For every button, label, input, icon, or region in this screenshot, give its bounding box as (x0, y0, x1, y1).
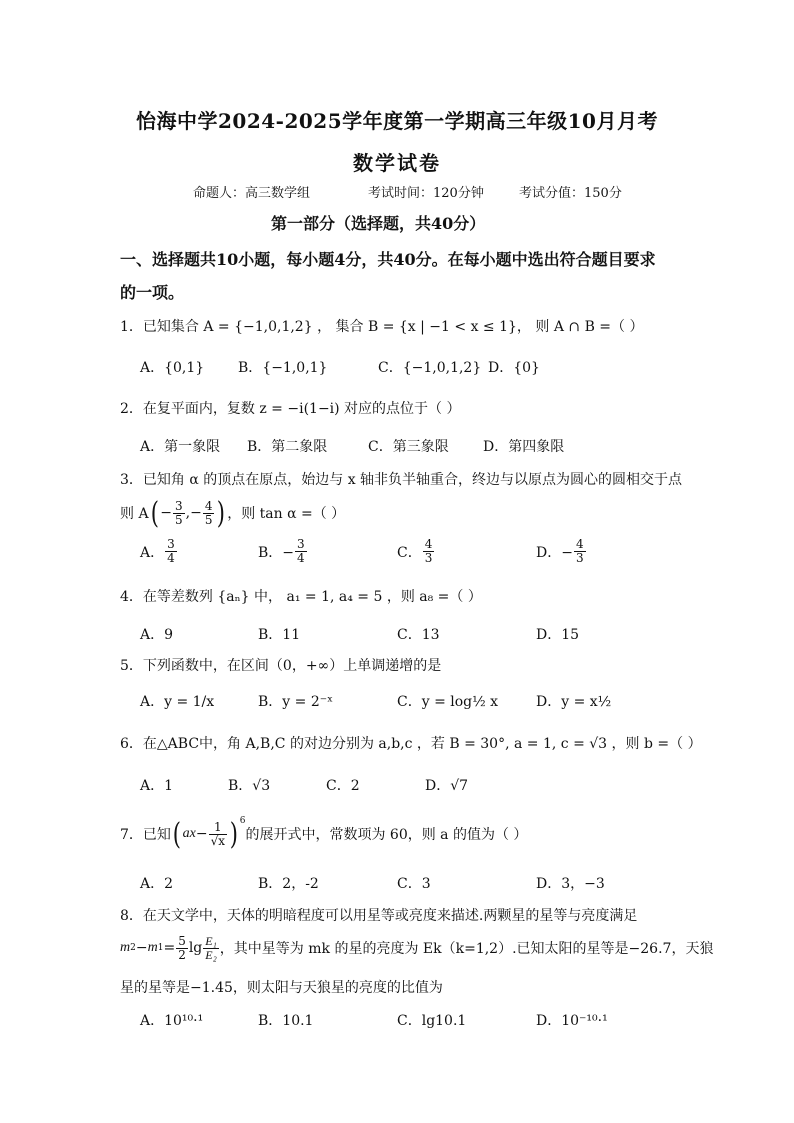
question-5-option-b: B．y = 2⁻ˣ (258, 694, 334, 710)
instruction-line2: 的一项。 (120, 283, 185, 302)
question-3-stem-line1: 3．已知角 α 的顶点在原点，始边与 x 轴非负半轴重合，终边与以原点为圆心的圆相交于点 (120, 472, 683, 488)
question-6-option-d: D．√7 (425, 778, 469, 794)
question-8-option-b: B．10.1 (258, 1013, 314, 1029)
question-2-option-c: C．第三象限 (368, 439, 449, 455)
question-7-option-c: C．3 (397, 876, 431, 892)
question-5-option-a: A．y = 1/x (140, 694, 215, 710)
question-4-option-c: C．13 (397, 627, 440, 643)
question-1-stem: 1．已知集合 A = {−1,0,1,2} ， 集合 B = {x | −1 < x ≤ 1}， 则 A ∩ B =（ ） (120, 319, 644, 335)
question-3-option-b: B．− $\frac{3}{4}$ (258, 537, 305, 565)
exam-author: 命题人：高三数学组 (193, 186, 311, 201)
question-8-option-a: A．10¹⁰·¹ (140, 1013, 204, 1029)
question-1-option-d: D．{0} (488, 360, 540, 376)
question-3-stem-line2: 则 A ( − $\frac{3}{5}$ ,− $\frac{4}{5}$ ) ，则 tan α =（ ） (120, 495, 346, 531)
question-7-option-a: A．2 (140, 876, 174, 892)
question-8-line1: 8．在天文学中，天体的明暗程度可以用星等或亮度来描述.两颗星的星等与亮度满足 (120, 908, 638, 924)
question-3-option-d: D．− $\frac{4}{3}$ (536, 537, 584, 565)
question-8-line3: 星的星等是−1.45，则太阳与天狼星的亮度的比值为 (120, 980, 443, 996)
question-8-option-d: D．10⁻¹⁰·¹ (536, 1013, 608, 1029)
question-1-option-a: A．{0,1} (140, 360, 205, 376)
question-3-stem-pre: 则 A (120, 506, 149, 522)
question-4-stem: 4．在等差数列 {aₙ} 中， a₁ = 1, a₄ = 5 ，则 a₈ =（ ） (120, 589, 482, 605)
part1-title: 第一部分（选择题，共40分） (271, 214, 486, 233)
question-3-option-a: A． $\frac{3}{4}$ (140, 537, 175, 565)
question-3-stem-post: ，则 tan α =（ ） (227, 506, 346, 522)
question-3-option-c: C． $\frac{4}{3}$ (397, 537, 433, 565)
question-4-option-a: A．9 (140, 627, 174, 643)
reciprocal-sqrt-fraction: $\frac{1}{√x}$ (210, 819, 226, 848)
question-5-option-d: D．y = x½ (536, 694, 612, 710)
exam-score: 考试分值：150分 (519, 186, 622, 201)
question-7-option-d: D．3，−3 (536, 876, 605, 892)
question-4-option-b: B．11 (258, 627, 301, 643)
question-6-option-c: C．2 (326, 778, 360, 794)
question-2-option-d: D．第四象限 (483, 439, 565, 455)
paren-open: ( (150, 495, 159, 531)
question-7-option-b: B．2，-2 (258, 876, 319, 892)
question-6-stem: 6．在△ABC中，角 A,B,C 的对边分别为 a,b,c ，若 B = 30°, a = 1, c = √3 ，则 b =（ ） (120, 736, 702, 752)
question-2-option-b: B．第二象限 (247, 439, 328, 455)
question-8-line2: m 2 − m 1 = $\frac{5}{2}$ lg $\frac{\text{E₁}}{\text{E₂}}$ ，其中星等为 mk 的星的亮度为 Ek（k=1,2）.已知太阳的星等是−26.7，天狼 (120, 933, 714, 962)
question-7-stem: 7．已知 ( ax − $\frac{1}{√x}$ ) $^6$ 的展开式中，常数项为 60，则 a 的值为（ ） (120, 816, 528, 852)
question-8-option-c: C．lg10.1 (397, 1013, 467, 1029)
question-5-option-c: C．y = log½ x (397, 694, 499, 710)
exam-title: 怡海中学2024-2025学年度第一学期高三年级10月月考 (136, 109, 658, 133)
question-1-option-c: C．{−1,0,1,2} (378, 360, 482, 376)
paren-close: ) (217, 495, 226, 531)
exam-time: 考试时间：120分钟 (368, 186, 484, 201)
point-y-fraction: $\frac{4}{5}$ (204, 498, 213, 527)
point-x-fraction: $\frac{3}{5}$ (175, 498, 183, 527)
question-2-stem: 2．在复平面内，复数 z = −i(1−i) 对应的点位于（ ） (120, 401, 461, 417)
question-4-option-d: D．15 (536, 627, 580, 643)
question-2-option-a: A．第一象限 (140, 439, 221, 455)
question-5-stem: 5．下列函数中，在区间（0，+∞）上单调递增的是 (120, 658, 442, 674)
question-6-option-a: A．1 (140, 778, 174, 794)
question-6-option-b: B．√3 (228, 778, 271, 794)
question-1-option-b: B．{−1,0,1} (238, 360, 328, 376)
instruction-line1: 一、选择题共10小题，每小题4分，共40分。在每小题中选出符合题目要求 (120, 250, 656, 269)
exam-subtitle: 数学试卷 (353, 151, 441, 175)
